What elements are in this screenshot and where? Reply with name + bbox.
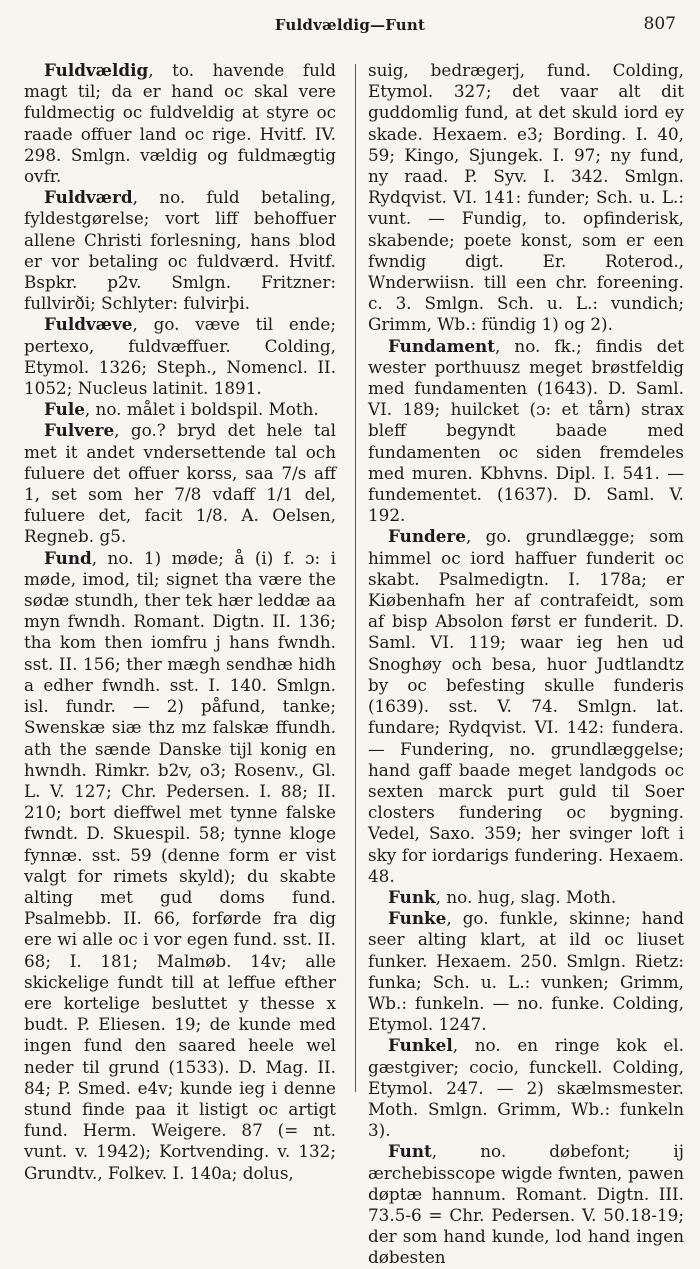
entry-text: suig, bedrægerj, fund. Colding, Etymol. 327; det vaar alt dit guddomlig fund, at det skuld iord ey skade. Hexaem. e3; Bording. I. 40, 59; Kingo, Sjungek. I. 97; ny fund, ny raad. P. Syv. I. 342. Smlgn. Rydqvist. VI. 141: funder; Sch. u. L.: vunt. — Fundig, to. opfinderisk, skabende; poete konst, som er een fwndig digt. Er. Roterod., Wnderwiisn. till een chr. foreening. c. 3. Smlgn. Sch. u. L.: vundich; Grimm, Wb.: fündig 1) og 2). xyxy=(368,60,684,335)
dictionary-entry xyxy=(24,60,336,187)
running-head: Fuldvældig—Funt xyxy=(274,16,426,34)
dictionary-entry-continued xyxy=(368,60,684,336)
dictionary-entry xyxy=(24,399,336,420)
headword: Fundament xyxy=(388,335,496,356)
entry-text: , no. en ringe kok el. gæstgiver; cocio, funckell. Colding, Etymol. 247. — 2) skælmsmester. Moth. Smlgn. Grimm, Wb.: funkeln 3). xyxy=(368,1035,684,1141)
page-header xyxy=(0,16,700,42)
headword: Funk xyxy=(388,886,436,907)
headword: Fuldværd xyxy=(44,187,133,208)
entry-text: , no. hug, slag. Moth. xyxy=(435,886,617,907)
headword: Fundere xyxy=(388,526,466,547)
entry-text: , go.? bryd det hele tal met it andet vndersettende tal och fuluere det offuer korss, saa 7/s aff 1, set som her 7/8 vdaff 1/1 del, fuluere det, facit 1/8. A. Oelsen, Regneb. g5. xyxy=(24,420,336,547)
dictionary-entry xyxy=(368,908,684,1035)
entry-text: , go. væve til ende; pertexo, fuldvæffuer. Colding, Etymol. 1326; Steph., Nomencl. II. 1052; Nucleus latinit. 1891. xyxy=(24,314,336,399)
entry-text: , no. fk.; findis det wester porthuusz meget brøstfeldig med fundamenten (1643). D. Saml. VI. 189; huilcket (ɔ: et tårn) strax bleff begyndt baade med fundamenten oc siden fremdeles med muren. Kbhvns. Dipl. I. 541. — fundementet. (1637). D. Saml. V. 192. xyxy=(368,335,684,526)
entry-text: , no. 1) møde; å (i) f. ɔ: i møde, imod, til; signet tha være the sødæ stundh, ther tek hær leddæ aa myn fwndh. Romant. Digtn. II. 136; tha kom then iomfru j hans fwndh. sst. II. 156; ther mægh sendhæ hidh a edher fwndh. sst. I. 140. Smlgn. isl. fundr. — 2) påfund, tanke; Swenskæ siæ thz mz falskæ ffundh. ath the sænde Danske tijl konig en hwndh. Rimkr. b2v, o3; Rosenv., Gl. L. V. 127; Chr. Pedersen. I. 88; II. 210; bort dieffwel met tynne falske fwndt. D. Skuespil. 58; tynne kloge fynnæ. sst. 59 (denne form er vist valgt for rimets skyld); du skabte alting met gud doms fund. Psalmebb. II. 66, forførde fra dig ere wi alle oc i vor egen fund. sst. II. 68; I. 181; Malmøb. 14v; alle skickelige fundt till at leffue efther ere kortelige besluttet y thesse x budt. P. Eliesen. 19; de kunde med ingen fund den saared heele wel neder til grund (1533). D. Mag. II. 84; P. Smed. e4v; kunde ieg i denne stund finde paa it listigt oc artigt fund. Herm. Weigere. 87 (= nt. vunt. v. 1942); Kortvending. v. 132; Grundtv., Folkev. I. 140a; dolus, xyxy=(24,547,336,1183)
dictionary-entry xyxy=(24,420,336,547)
entry-text: , no. målet i boldspil. Moth. xyxy=(84,399,319,420)
dictionary-entry xyxy=(368,526,684,886)
page-number: 807 xyxy=(643,14,676,34)
entry-text: , to. havende fuld magt til; da er hand oc skal vere fuldmectig oc fuldveldig at styre oc raade offuer land oc rige. Hvitf. IV. 298. Smlgn. vældig og fuldmægtig ovfr. xyxy=(24,60,336,187)
headword: Funt xyxy=(388,1141,432,1162)
dictionary-entry xyxy=(24,187,336,314)
dictionary-entry xyxy=(368,1035,684,1141)
headword: Fund xyxy=(44,547,92,568)
dictionary-entry xyxy=(368,336,684,527)
headword: Fuldvældig xyxy=(44,60,149,80)
dictionary-entry xyxy=(368,887,684,908)
headword: Fuldvæve xyxy=(44,314,133,335)
dictionary-entry xyxy=(368,1141,684,1268)
column-divider xyxy=(355,64,356,1092)
entry-text: , go. grundlægge; som himmel oc iord haffuer funderit oc skabt. Psalmedigtn. I. 178a; er Kiøbenhafn her af contrafeidt, som af bisp Absolon først er funderit. D. Saml. VI. 119; waar ieg hen ud Snoghøy och besa, huor Judtlandtz by oc befesting skulle funderis (1639). sst. V. 74. Smlgn. lat. fundare; Rydqvist. VI. 142: fundera. — Fundering, no. grundlæggelse; hand gaff baade meget landgods oc sexten marck purt guld til Soer closters fundering oc bygning. Vedel, Saxo. 359; her svinger loft i sky for iordarigs fundering. Hexaem. 48. xyxy=(368,526,684,886)
entry-text: , go. funkle, skinne; hand seer alting klart, at ild oc liuset funker. Hexaem. 250. Smlgn. Rietz: funka; Sch. u. L.: vunken; Grimm, Wb.: funkeln. — no. funke. Colding, Etymol. 1247. xyxy=(368,908,684,1035)
left-column xyxy=(24,60,336,1183)
headword: Fule xyxy=(44,399,85,420)
entry-text: , no. døbefont; ij ærchebisscope wigde fwnten, pawen døptæ hannum. Romant. Digtn. III. 73.5-6 = Chr. Pedersen. V. 50.18-19; der som hand kunde, lod hand ingen døbesten xyxy=(368,1141,684,1268)
text-columns xyxy=(24,60,684,1268)
dictionary-entry xyxy=(24,548,336,1184)
dictionary-entry xyxy=(24,314,336,399)
right-column xyxy=(368,60,684,1268)
headword: Funkel xyxy=(388,1035,453,1056)
headword: Funke xyxy=(388,908,447,929)
entry-text: , no. fuld betaling, fyldestgørelse; vort liff behoffuer allene Christi forlesning, hans blod er vor betaling oc fuldværd. Hvitf. Bspkr. p2v. Smlgn. Fritzner: fullvirði; Schlyter: fulvirþi. xyxy=(24,187,336,314)
headword: Fulvere xyxy=(44,420,115,441)
